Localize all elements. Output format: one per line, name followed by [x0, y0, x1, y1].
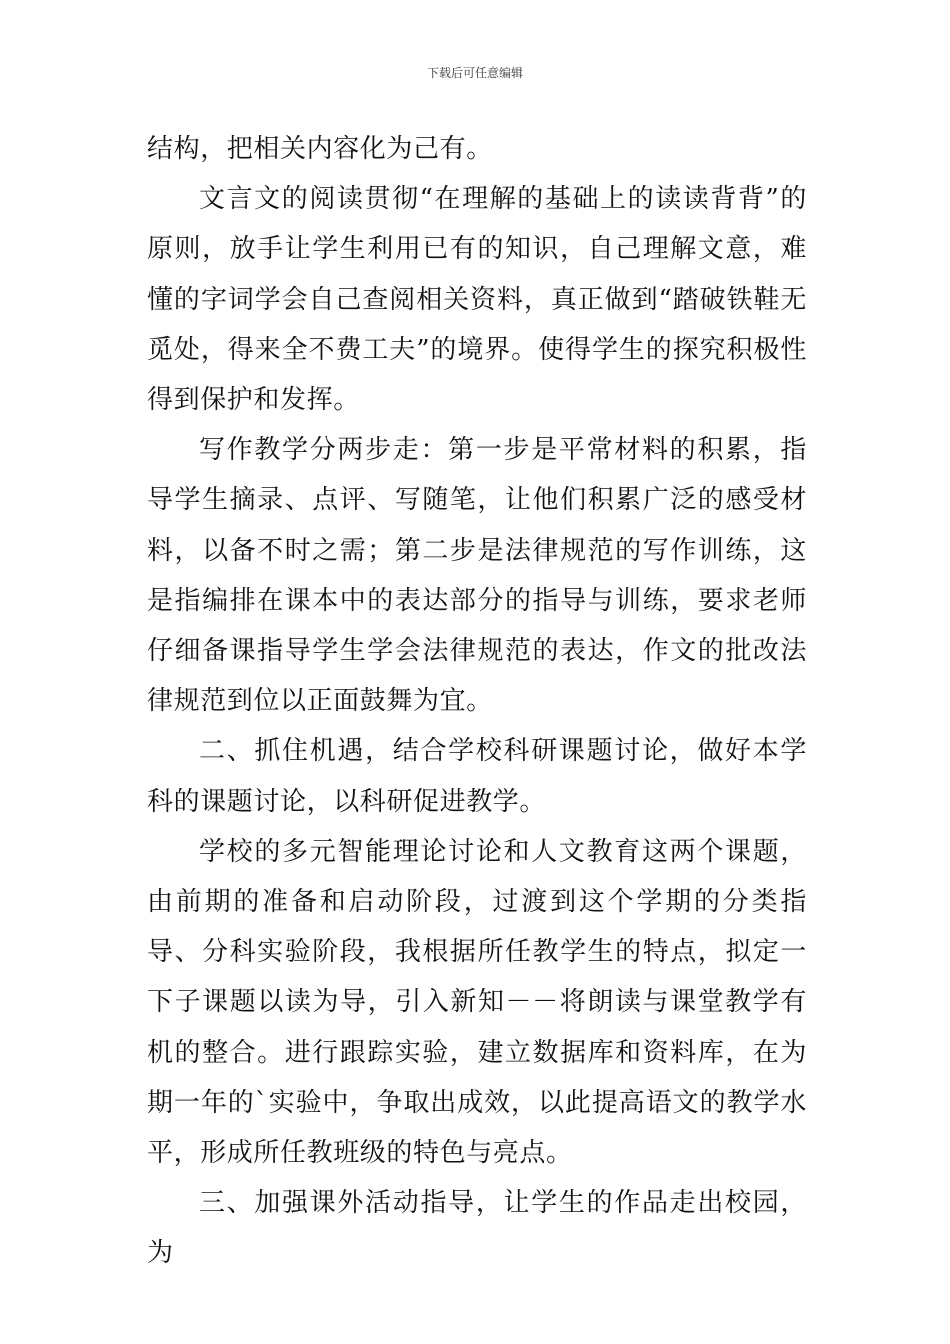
paragraph-section-three-heading: 三、加强课外活动指导，让学生的作品走出校园，为 — [147, 1188, 807, 1269]
paragraph-research-projects: 学校的多元智能理论讨论和人文教育这两个课题，由前期的准备和启动阶段，过渡到这个学期的分类指导、分科实验阶段，我根据所任教学生的特点，拟定一下子课题以读为导，引入新知－－将朗读与课堂教学有机的整合。进行跟踪实验，建立数据库和资料库，在为期一年的`实验中，争取出成效，以此提高语文的教学水平，形成所任教班级的特色与亮点。 — [147, 836, 807, 1169]
paragraph-classical-reading: 文言文的阅读贯彻“在理解的基础上的读读背背”的原则，放手让学生利用已有的知识，自己理解文意，难懂的字词学会自己查阅相关资料，真正做到“踏破铁鞋无觅处，得来全不费工夫”的境界。使得学生的探究积极性得到保护和发挥。 — [147, 184, 807, 416]
paragraph-writing-teaching: 写作教学分两步走：第一步是平常材料的积累，指导学生摘录、点评、写随笔，让他们积累广泛的感受材料，以备不时之需；第二步是法律规范的写作训练，这是指编排在课本中的表达部分的指导与训练，要求老师仔细备课指导学生学会法律规范的表达，作文的批改法律规范到位以正面鼓舞为宜。 — [147, 435, 807, 717]
document-body — [147, 124, 807, 1279]
paragraph-section-two-heading: 二、抓住机遇，结合学校科研课题讨论，做好本学科的课题讨论，以科研促进教学。 — [147, 736, 807, 817]
page-header-note: 下载后可任意编辑 — [426, 66, 523, 80]
paragraph-continuation: 结构，把相关内容化为己有。 — [147, 134, 493, 164]
